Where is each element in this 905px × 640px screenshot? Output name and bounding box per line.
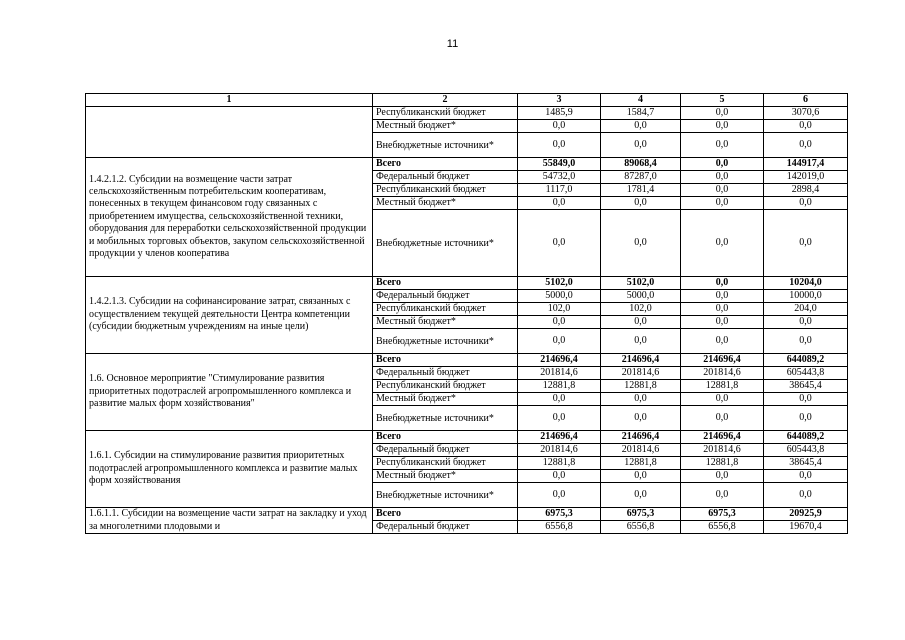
funding-source: Всего	[373, 158, 518, 171]
amount-cell: 0,0	[518, 120, 601, 133]
amount-cell: 644089,2	[764, 431, 848, 444]
amount-cell: 1485,9	[518, 107, 601, 120]
amount-cell: 0,0	[764, 210, 848, 277]
amount-cell: 0,0	[518, 393, 601, 406]
amount-cell: 12881,8	[681, 457, 764, 470]
amount-cell: 0,0	[601, 120, 681, 133]
amount-cell: 0,0	[681, 483, 764, 508]
funding-source: Внебюджетные источники*	[373, 406, 518, 431]
amount-cell: 214696,4	[518, 354, 601, 367]
funding-source: Местный бюджет*	[373, 120, 518, 133]
column-header: 1	[86, 94, 373, 107]
amount-cell: 6975,3	[518, 508, 601, 521]
amount-cell: 201814,6	[601, 444, 681, 457]
amount-cell: 0,0	[681, 133, 764, 158]
amount-cell: 1781,4	[601, 184, 681, 197]
funding-source: Местный бюджет*	[373, 316, 518, 329]
activity-description: 1.6. Основное мероприятие "Стимулирование развития приоритетных подотраслей агропромышленного комплекса и развитие малых форм хозяйствования"	[86, 354, 373, 431]
funding-source: Республиканский бюджет	[373, 457, 518, 470]
table-row	[86, 277, 848, 290]
amount-cell: 19670,4	[764, 521, 848, 534]
amount-cell: 214696,4	[681, 431, 764, 444]
funding-source: Федеральный бюджет	[373, 290, 518, 303]
amount-cell: 3070,6	[764, 107, 848, 120]
amount-cell: 20925,9	[764, 508, 848, 521]
amount-cell: 0,0	[601, 329, 681, 354]
amount-cell: 0,0	[518, 483, 601, 508]
amount-cell: 0,0	[601, 197, 681, 210]
activity-description	[86, 107, 373, 158]
funding-source: Местный бюджет*	[373, 197, 518, 210]
amount-cell: 102,0	[601, 303, 681, 316]
amount-cell: 12881,8	[518, 380, 601, 393]
amount-cell: 0,0	[518, 210, 601, 277]
amount-cell: 0,0	[681, 316, 764, 329]
amount-cell: 0,0	[764, 133, 848, 158]
funding-source: Местный бюджет*	[373, 470, 518, 483]
amount-cell: 214696,4	[601, 354, 681, 367]
funding-source: Федеральный бюджет	[373, 367, 518, 380]
table-row	[86, 354, 848, 367]
amount-cell: 144917,4	[764, 158, 848, 171]
column-header: 3	[518, 94, 601, 107]
amount-cell: 605443,8	[764, 367, 848, 380]
amount-cell: 0,0	[764, 197, 848, 210]
amount-cell: 0,0	[518, 406, 601, 431]
amount-cell: 214696,4	[601, 431, 681, 444]
amount-cell: 204,0	[764, 303, 848, 316]
column-header: 6	[764, 94, 848, 107]
amount-cell: 6556,8	[518, 521, 601, 534]
funding-source: Республиканский бюджет	[373, 380, 518, 393]
amount-cell: 10204,0	[764, 277, 848, 290]
amount-cell: 0,0	[518, 197, 601, 210]
amount-cell: 6556,8	[681, 521, 764, 534]
amount-cell: 0,0	[681, 277, 764, 290]
amount-cell: 0,0	[681, 329, 764, 354]
page-number: 11	[446, 38, 459, 50]
amount-cell: 0,0	[601, 393, 681, 406]
table-header-row	[86, 94, 848, 107]
amount-cell: 0,0	[681, 197, 764, 210]
amount-cell: 0,0	[601, 406, 681, 431]
amount-cell: 0,0	[681, 184, 764, 197]
amount-cell: 6556,8	[601, 521, 681, 534]
funding-source: Федеральный бюджет	[373, 521, 518, 534]
funding-source: Внебюджетные источники*	[373, 133, 518, 158]
funding-source: Республиканский бюджет	[373, 184, 518, 197]
funding-source: Всего	[373, 508, 518, 521]
amount-cell: 0,0	[764, 406, 848, 431]
table-row	[86, 107, 848, 120]
amount-cell: 12881,8	[601, 457, 681, 470]
amount-cell: 142019,0	[764, 171, 848, 184]
amount-cell: 0,0	[764, 120, 848, 133]
table-body	[86, 107, 848, 534]
amount-cell: 201814,6	[518, 444, 601, 457]
amount-cell: 5102,0	[601, 277, 681, 290]
amount-cell: 201814,6	[681, 367, 764, 380]
activity-description: 1.6.1. Субсидии на стимулирование развития приоритетных подотраслей агропромышленного комплекса и развитие малых форм хозяйствования	[86, 431, 373, 508]
amount-cell: 0,0	[681, 290, 764, 303]
amount-cell: 201814,6	[518, 367, 601, 380]
amount-cell: 54732,0	[518, 171, 601, 184]
amount-cell: 605443,8	[764, 444, 848, 457]
activity-description: 1.6.1.1. Субсидии на возмещение части затрат на закладку и уход за многолетними плодовыми и	[86, 508, 373, 534]
amount-cell: 0,0	[681, 406, 764, 431]
amount-cell: 0,0	[681, 158, 764, 171]
amount-cell: 2898,4	[764, 184, 848, 197]
amount-cell: 102,0	[518, 303, 601, 316]
amount-cell: 0,0	[681, 107, 764, 120]
amount-cell: 38645,4	[764, 380, 848, 393]
amount-cell: 0,0	[601, 483, 681, 508]
amount-cell: 6975,3	[601, 508, 681, 521]
amount-cell: 0,0	[764, 316, 848, 329]
column-header: 2	[373, 94, 518, 107]
amount-cell: 0,0	[518, 133, 601, 158]
amount-cell: 0,0	[764, 470, 848, 483]
funding-source: Всего	[373, 431, 518, 444]
amount-cell: 0,0	[681, 393, 764, 406]
amount-cell: 644089,2	[764, 354, 848, 367]
amount-cell: 5000,0	[601, 290, 681, 303]
amount-cell: 0,0	[601, 316, 681, 329]
table-row	[86, 508, 848, 521]
amount-cell: 10000,0	[764, 290, 848, 303]
table-row	[86, 158, 848, 171]
amount-cell: 1584,7	[601, 107, 681, 120]
amount-cell: 0,0	[518, 470, 601, 483]
amount-cell: 0,0	[764, 329, 848, 354]
amount-cell: 87287,0	[601, 171, 681, 184]
funding-source: Федеральный бюджет	[373, 171, 518, 184]
amount-cell: 1117,0	[518, 184, 601, 197]
column-header: 4	[601, 94, 681, 107]
amount-cell: 12881,8	[518, 457, 601, 470]
amount-cell: 0,0	[518, 316, 601, 329]
amount-cell: 89068,4	[601, 158, 681, 171]
funding-source: Местный бюджет*	[373, 393, 518, 406]
amount-cell: 214696,4	[518, 431, 601, 444]
amount-cell: 0,0	[681, 470, 764, 483]
amount-cell: 5000,0	[518, 290, 601, 303]
table-row	[86, 431, 848, 444]
budget-table	[85, 93, 848, 534]
amount-cell: 214696,4	[681, 354, 764, 367]
funding-source: Республиканский бюджет	[373, 303, 518, 316]
column-header: 5	[681, 94, 764, 107]
funding-source: Внебюджетные источники*	[373, 210, 518, 277]
amount-cell: 0,0	[601, 210, 681, 277]
amount-cell: 0,0	[601, 470, 681, 483]
funding-source: Всего	[373, 277, 518, 290]
amount-cell: 55849,0	[518, 158, 601, 171]
amount-cell: 0,0	[764, 393, 848, 406]
amount-cell: 0,0	[518, 329, 601, 354]
amount-cell: 12881,8	[681, 380, 764, 393]
activity-description: 1.4.2.1.2. Субсидии на возмещение части затрат сельскохозяйственным потребительским кооперативам, понесенных в текущем финансовом году связанных с приобретением имущества, сельскохозяйственной техники, оборудования для переработки сельскохозяйственной продукции и мобильных торговых объектов, закупом сельскохозяйственной продукции у членов кооператива	[86, 158, 373, 277]
amount-cell: 201814,6	[681, 444, 764, 457]
amount-cell: 5102,0	[518, 277, 601, 290]
funding-source: Внебюджетные источники*	[373, 329, 518, 354]
amount-cell: 0,0	[681, 303, 764, 316]
amount-cell: 0,0	[681, 171, 764, 184]
activity-description: 1.4.2.1.3. Субсидии на софинансирование затрат, связанных с осуществлением текущей деятельности Центра компетенции (субсидии бюджетным учреждениям на иные цели)	[86, 277, 373, 354]
funding-source: Федеральный бюджет	[373, 444, 518, 457]
amount-cell: 12881,8	[601, 380, 681, 393]
funding-source: Внебюджетные источники*	[373, 483, 518, 508]
amount-cell: 0,0	[601, 133, 681, 158]
funding-source: Всего	[373, 354, 518, 367]
amount-cell: 38645,4	[764, 457, 848, 470]
amount-cell: 0,0	[681, 120, 764, 133]
amount-cell: 201814,6	[601, 367, 681, 380]
amount-cell: 0,0	[764, 483, 848, 508]
funding-source: Республиканский бюджет	[373, 107, 518, 120]
amount-cell: 0,0	[681, 210, 764, 277]
amount-cell: 6975,3	[681, 508, 764, 521]
